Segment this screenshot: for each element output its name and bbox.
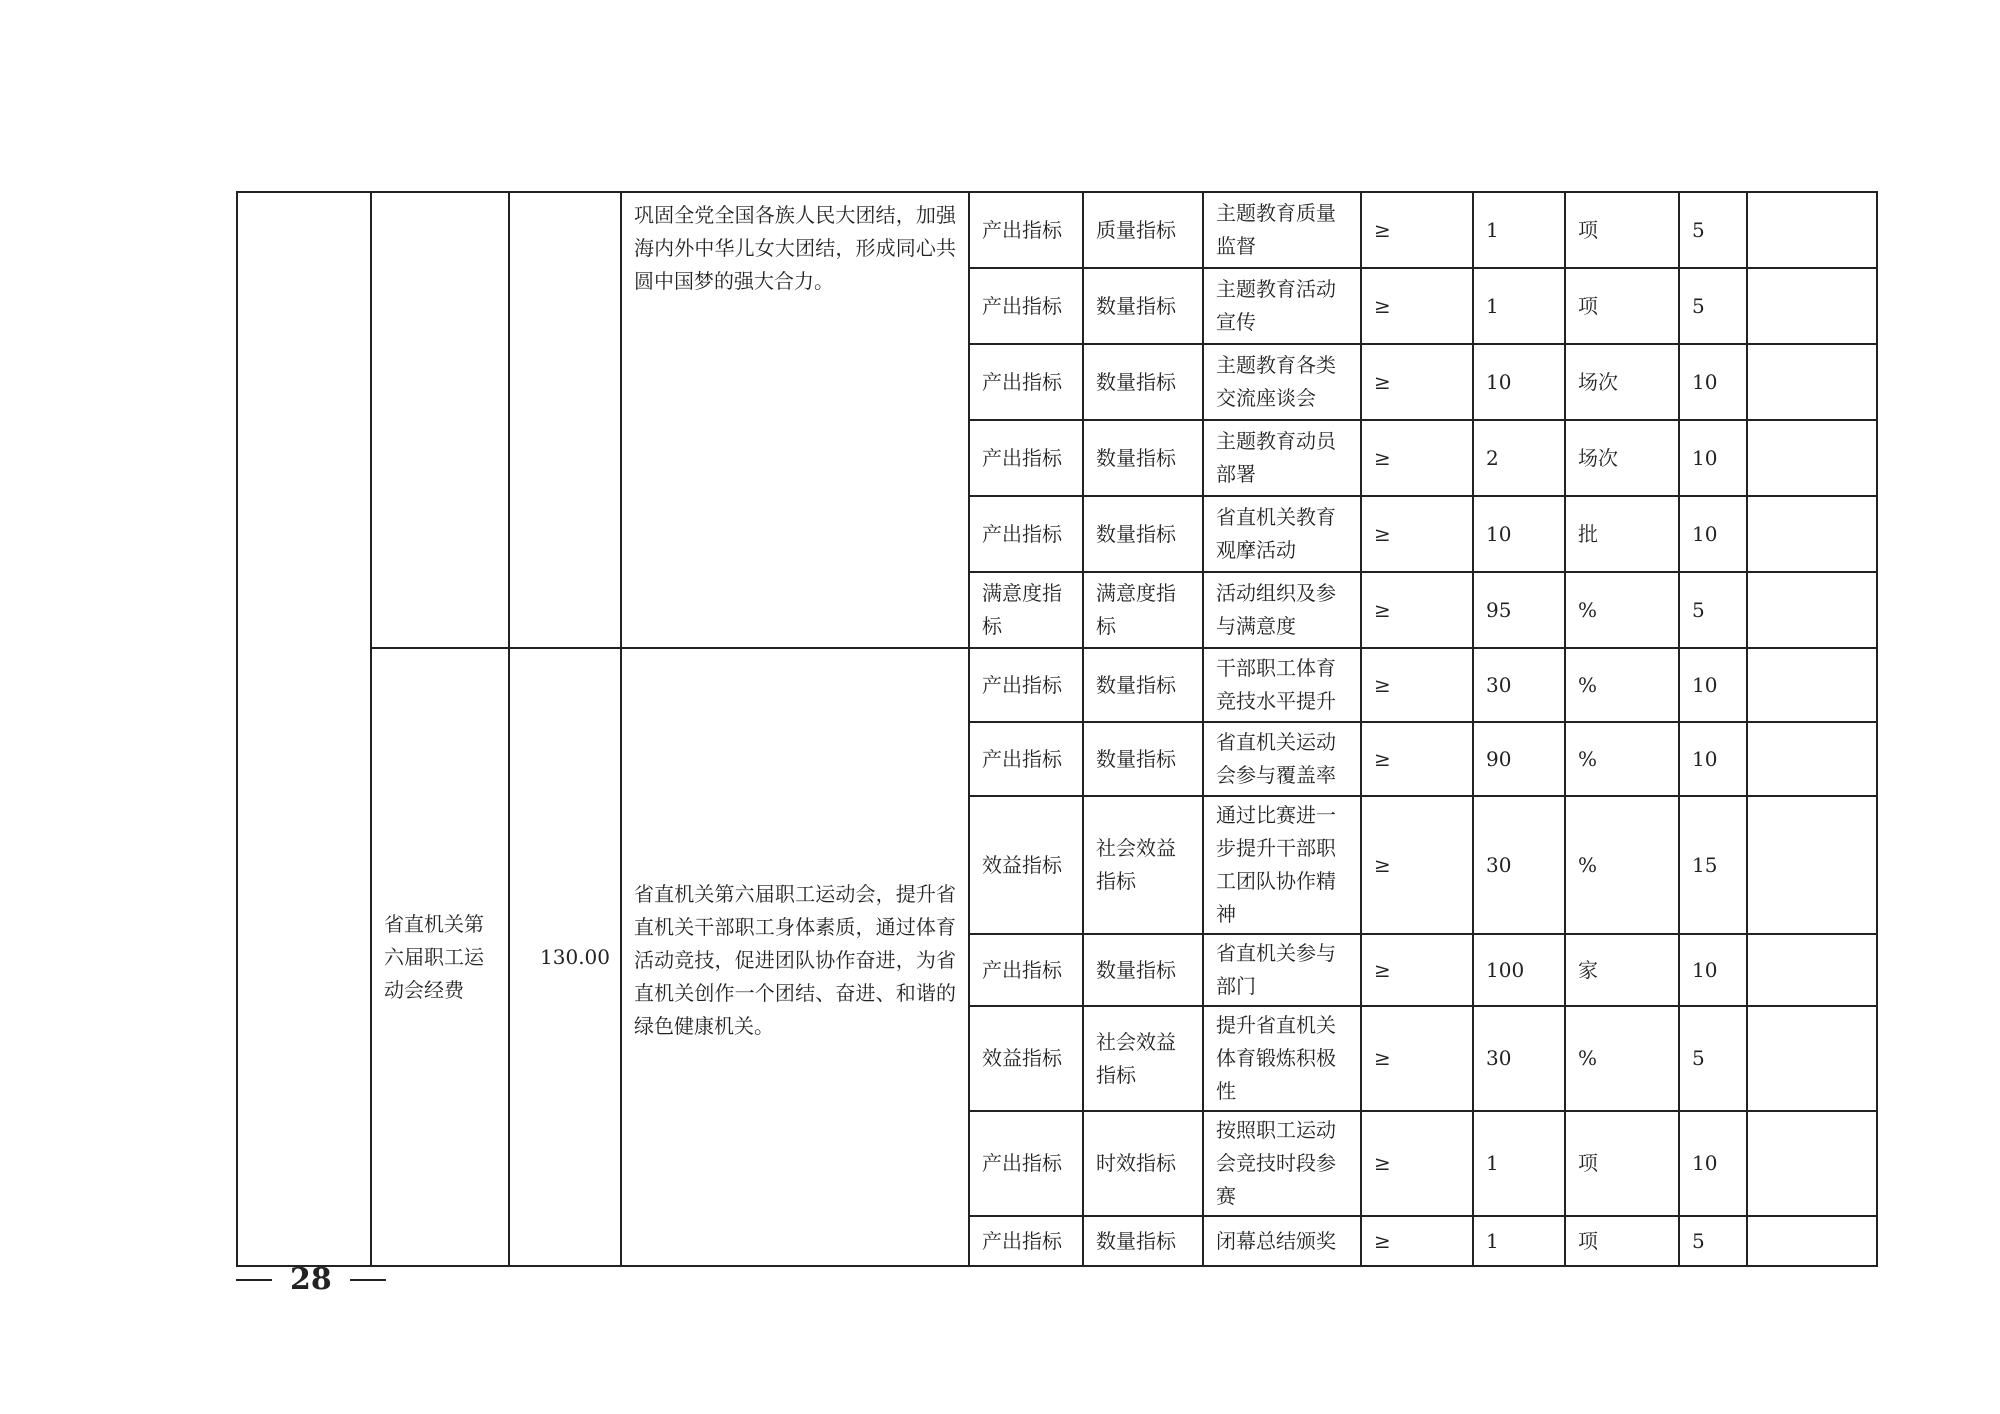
- note: [1747, 1216, 1877, 1266]
- level2-indicator: 质量指标: [1083, 192, 1203, 268]
- comparison-symbol: ≥: [1361, 648, 1473, 722]
- comparison-symbol: ≥: [1361, 192, 1473, 268]
- comparison-symbol: ≥: [1361, 1216, 1473, 1266]
- level1-indicator: 产出指标: [969, 934, 1083, 1006]
- unit: %: [1565, 572, 1679, 648]
- comparison-symbol: ≥: [1361, 796, 1473, 934]
- unit: 场次: [1565, 420, 1679, 496]
- target-value: 100: [1473, 934, 1565, 1006]
- weight: 5: [1679, 192, 1747, 268]
- unit: 项: [1565, 192, 1679, 268]
- indicator-name: 通过比赛进一步提升干部职工团队协作精神: [1203, 796, 1361, 934]
- target-value: 10: [1473, 496, 1565, 572]
- target-value: 30: [1473, 648, 1565, 722]
- page-footer: [236, 1262, 386, 1297]
- indicator-name: 活动组织及参与满意度: [1203, 572, 1361, 648]
- indicator-name: 主题教育各类交流座谈会: [1203, 344, 1361, 420]
- level2-indicator: 满意度指标: [1083, 572, 1203, 648]
- target-value: 1: [1473, 1111, 1565, 1216]
- target-value: 1: [1473, 192, 1565, 268]
- note: [1747, 572, 1877, 648]
- note: [1747, 722, 1877, 796]
- comparison-symbol: ≥: [1361, 268, 1473, 344]
- project-description-cell: 省直机关第六届职工运动会，提升省直机关干部职工身体素质，通过体育活动竞技，促进团队协作奋进，为省直机关创作一个团结、奋进、和谐的绿色健康机关。: [621, 648, 969, 1266]
- level1-indicator: 产出指标: [969, 344, 1083, 420]
- indicator-name: 省直机关参与部门: [1203, 934, 1361, 1006]
- weight: 10: [1679, 496, 1747, 572]
- weight: 10: [1679, 1111, 1747, 1216]
- note: [1747, 192, 1877, 268]
- target-value: 1: [1473, 1216, 1565, 1266]
- indicator-name: 按照职工运动会竞技时段参赛: [1203, 1111, 1361, 1216]
- note: [1747, 796, 1877, 934]
- unit: 项: [1565, 1111, 1679, 1216]
- level2-indicator: 时效指标: [1083, 1111, 1203, 1216]
- project-amount-cell: [509, 192, 621, 648]
- level1-indicator: 产出指标: [969, 420, 1083, 496]
- level1-indicator: 效益指标: [969, 1006, 1083, 1111]
- level1-indicator: 效益指标: [969, 796, 1083, 934]
- category-cell: [237, 192, 371, 1266]
- comparison-symbol: ≥: [1361, 934, 1473, 1006]
- indicator-name: 闭幕总结颁奖: [1203, 1216, 1361, 1266]
- level1-indicator: 产出指标: [969, 1216, 1083, 1266]
- weight: 10: [1679, 344, 1747, 420]
- level2-indicator: 数量指标: [1083, 648, 1203, 722]
- level1-indicator: 产出指标: [969, 1111, 1083, 1216]
- weight: 10: [1679, 420, 1747, 496]
- level2-indicator: 数量指标: [1083, 420, 1203, 496]
- note: [1747, 344, 1877, 420]
- level2-indicator: 数量指标: [1083, 934, 1203, 1006]
- target-value: 30: [1473, 796, 1565, 934]
- note: [1747, 934, 1877, 1006]
- level2-indicator: 数量指标: [1083, 268, 1203, 344]
- comparison-symbol: ≥: [1361, 496, 1473, 572]
- unit: %: [1565, 1006, 1679, 1111]
- level1-indicator: 产出指标: [969, 722, 1083, 796]
- indicator-name: 主题教育质量监督: [1203, 192, 1361, 268]
- indicator-name: 干部职工体育竞技水平提升: [1203, 648, 1361, 722]
- page-number: 28: [290, 1262, 332, 1297]
- target-value: 10: [1473, 344, 1565, 420]
- unit: 家: [1565, 934, 1679, 1006]
- level2-indicator: 数量指标: [1083, 496, 1203, 572]
- level2-indicator: 社会效益指标: [1083, 1006, 1203, 1111]
- level1-indicator: 产出指标: [969, 648, 1083, 722]
- level1-indicator: 满意度指标: [969, 572, 1083, 648]
- target-value: 90: [1473, 722, 1565, 796]
- weight: 5: [1679, 572, 1747, 648]
- weight: 10: [1679, 648, 1747, 722]
- comparison-symbol: ≥: [1361, 420, 1473, 496]
- indicator-name: 提升省直机关体育锻炼积极性: [1203, 1006, 1361, 1111]
- weight: 10: [1679, 934, 1747, 1006]
- project-name-cell: 省直机关第六届职工运动会经费: [371, 648, 509, 1266]
- table-row: [237, 648, 1877, 722]
- comparison-symbol: ≥: [1361, 572, 1473, 648]
- unit: %: [1565, 796, 1679, 934]
- comparison-symbol: ≥: [1361, 1111, 1473, 1216]
- target-value: 1: [1473, 268, 1565, 344]
- comparison-symbol: ≥: [1361, 722, 1473, 796]
- target-value: 30: [1473, 1006, 1565, 1111]
- note: [1747, 268, 1877, 344]
- level2-indicator: 社会效益指标: [1083, 796, 1203, 934]
- indicator-name: 主题教育动员部署: [1203, 420, 1361, 496]
- indicator-name: 主题教育活动宣传: [1203, 268, 1361, 344]
- level1-indicator: 产出指标: [969, 268, 1083, 344]
- target-value: 2: [1473, 420, 1565, 496]
- unit: 项: [1565, 1216, 1679, 1266]
- weight: 15: [1679, 796, 1747, 934]
- table-row: [237, 192, 1877, 268]
- unit: 项: [1565, 268, 1679, 344]
- performance-table: [236, 191, 1878, 1267]
- level2-indicator: 数量指标: [1083, 344, 1203, 420]
- weight: 10: [1679, 722, 1747, 796]
- target-value: 95: [1473, 572, 1565, 648]
- unit: 批: [1565, 496, 1679, 572]
- footer-dash-right: [350, 1279, 386, 1281]
- note: [1747, 1111, 1877, 1216]
- unit: %: [1565, 722, 1679, 796]
- comparison-symbol: ≥: [1361, 344, 1473, 420]
- project-description-cell: 巩固全党全国各族人民大团结，加强海内外中华儿女大团结，形成同心共圆中国梦的强大合力。: [621, 192, 969, 648]
- project-amount-cell: 130.00: [509, 648, 621, 1266]
- note: [1747, 1006, 1877, 1111]
- weight: 5: [1679, 1216, 1747, 1266]
- note: [1747, 648, 1877, 722]
- footer-dash-left: [236, 1279, 272, 1281]
- comparison-symbol: ≥: [1361, 1006, 1473, 1111]
- level1-indicator: 产出指标: [969, 496, 1083, 572]
- level2-indicator: 数量指标: [1083, 1216, 1203, 1266]
- level1-indicator: 产出指标: [969, 192, 1083, 268]
- note: [1747, 496, 1877, 572]
- unit: 场次: [1565, 344, 1679, 420]
- note: [1747, 420, 1877, 496]
- project-name-cell: [371, 192, 509, 648]
- weight: 5: [1679, 268, 1747, 344]
- indicator-name: 省直机关教育观摩活动: [1203, 496, 1361, 572]
- level2-indicator: 数量指标: [1083, 722, 1203, 796]
- indicator-name: 省直机关运动会参与覆盖率: [1203, 722, 1361, 796]
- unit: %: [1565, 648, 1679, 722]
- weight: 5: [1679, 1006, 1747, 1111]
